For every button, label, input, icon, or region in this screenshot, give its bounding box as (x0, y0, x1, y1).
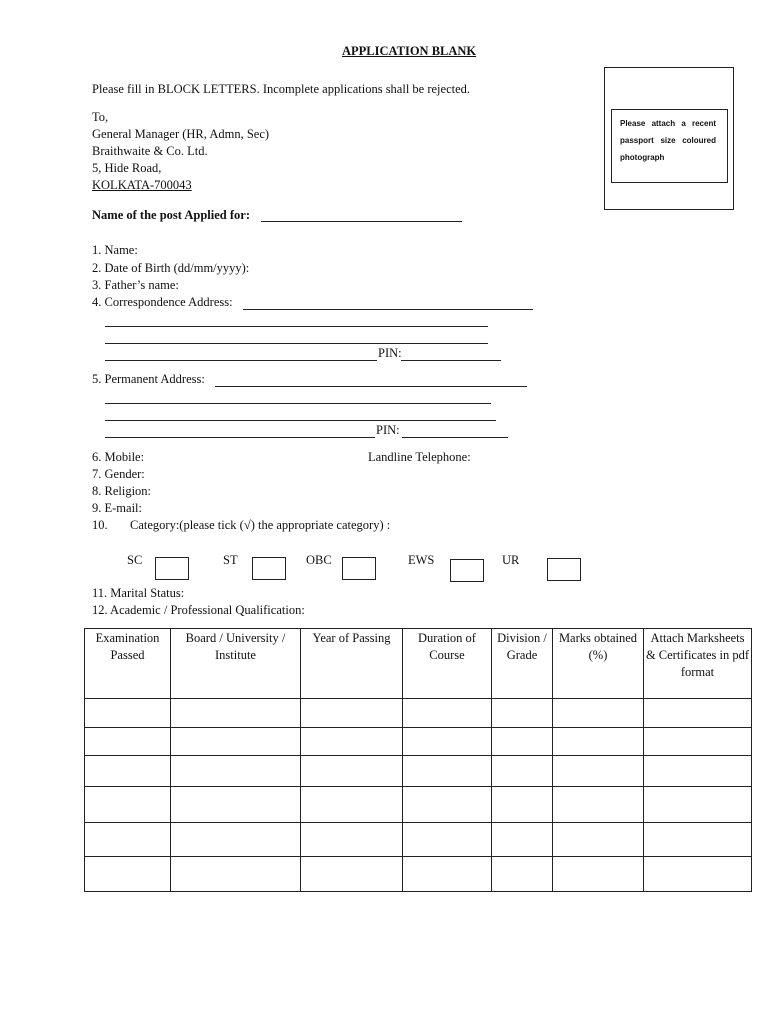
category-st-label: ST (223, 553, 238, 567)
marital-status-label: 11. Marital Status: (92, 586, 185, 600)
table-cell[interactable] (644, 728, 752, 756)
table-cell[interactable] (85, 756, 171, 787)
table-row (85, 787, 752, 823)
header-year: Year of Passing (301, 629, 403, 699)
correspondence-pin-label: PIN: (378, 346, 402, 360)
header-duration: Duration of Course (403, 629, 492, 699)
header-examination: Examination Passed (85, 629, 171, 699)
table-cell[interactable] (171, 823, 301, 857)
table-cell[interactable] (644, 756, 752, 787)
table-cell[interactable] (553, 728, 644, 756)
qualification-table (84, 628, 752, 892)
category-obc-label: OBC (306, 553, 332, 567)
table-cell[interactable] (85, 787, 171, 823)
correspondence-address-line-3[interactable] (105, 343, 488, 344)
category-number: 10. (92, 518, 108, 532)
table-cell[interactable] (301, 787, 403, 823)
permanent-address-label: 5. Permanent Address: (92, 372, 205, 386)
table-cell[interactable] (403, 728, 492, 756)
permanent-pin-field[interactable] (402, 437, 508, 438)
landline-label: Landline Telephone: (368, 450, 471, 464)
table-cell[interactable] (171, 787, 301, 823)
category-sc-label: SC (127, 553, 143, 567)
table-cell[interactable] (403, 857, 492, 892)
table-cell[interactable] (492, 728, 553, 756)
table-cell[interactable] (553, 787, 644, 823)
table-row (85, 699, 752, 728)
address-line-1: General Manager (HR, Admn, Sec) (92, 127, 270, 141)
dob-label: 2. Date of Birth (dd/mm/yyyy): (92, 261, 250, 275)
father-name-label: 3. Father’s name: (92, 278, 179, 292)
table-cell[interactable] (171, 857, 301, 892)
category-ews-label: EWS (408, 553, 435, 567)
address-line-4: KOLKATA-700043 (92, 178, 192, 192)
table-cell[interactable] (171, 699, 301, 728)
table-cell[interactable] (492, 756, 553, 787)
table-cell[interactable] (301, 857, 403, 892)
header-division: Division / Grade (492, 629, 553, 699)
correspondence-address-label: 4. Correspondence Address: (92, 295, 233, 309)
table-cell[interactable] (403, 787, 492, 823)
table-cell[interactable] (301, 823, 403, 857)
address-line-2: Braithwaite & Co. Ltd. (92, 144, 208, 158)
table-cell[interactable] (553, 756, 644, 787)
table-row (85, 756, 752, 787)
category-label: Category:(please tick (√) the appropriate category) : (130, 518, 391, 532)
table-cell[interactable] (553, 857, 644, 892)
permanent-address-line-3[interactable] (105, 420, 496, 421)
table-cell[interactable] (85, 699, 171, 728)
table-cell[interactable] (492, 823, 553, 857)
table-cell[interactable] (85, 728, 171, 756)
category-sc-checkbox[interactable] (155, 557, 189, 580)
table-cell[interactable] (85, 823, 171, 857)
category-ur-label: UR (502, 553, 520, 567)
table-cell[interactable] (644, 787, 752, 823)
table-cell[interactable] (644, 823, 752, 857)
table-row (85, 728, 752, 756)
table-cell[interactable] (553, 823, 644, 857)
post-applied-label: Name of the post Applied for: (92, 208, 250, 222)
permanent-address-line-4[interactable] (105, 437, 375, 438)
table-row (85, 823, 752, 857)
table-cell[interactable] (403, 699, 492, 728)
address-line-3: 5, Hide Road, (92, 161, 162, 175)
correspondence-address-line-4[interactable] (105, 360, 377, 361)
correspondence-pin-field[interactable] (401, 360, 501, 361)
table-cell[interactable] (301, 728, 403, 756)
table-cell[interactable] (85, 857, 171, 892)
category-obc-checkbox[interactable] (342, 557, 376, 580)
table-header-row (85, 629, 752, 699)
table-cell[interactable] (644, 699, 752, 728)
post-applied-field[interactable] (261, 221, 462, 222)
academic-qualification-label: 12. Academic / Professional Qualification: (92, 603, 305, 617)
correspondence-address-line-2[interactable] (105, 326, 488, 327)
category-st-checkbox[interactable] (252, 557, 286, 580)
header-attach: Attach Marksheets & Certificates in pdf format (644, 629, 752, 699)
correspondence-address-field[interactable] (243, 309, 533, 310)
permanent-address-line-2[interactable] (105, 403, 491, 404)
table-cell[interactable] (171, 756, 301, 787)
table-cell[interactable] (301, 756, 403, 787)
table-cell[interactable] (492, 787, 553, 823)
table-cell[interactable] (492, 699, 553, 728)
email-label: 9. E-mail: (92, 501, 142, 515)
permanent-address-field[interactable] (215, 386, 527, 387)
table-cell[interactable] (403, 823, 492, 857)
permanent-pin-label: PIN: (376, 423, 400, 437)
table-cell[interactable] (403, 756, 492, 787)
photo-instruction: Please attach a recent passport size coloured photograph (620, 119, 716, 162)
instruction-text: Please fill in BLOCK LETTERS. Incomplete applications shall be rejected. (92, 82, 471, 96)
table-cell[interactable] (553, 699, 644, 728)
address-to: To, (92, 110, 109, 124)
table-cell[interactable] (301, 699, 403, 728)
table-cell[interactable] (644, 857, 752, 892)
header-marks: Marks obtained (%) (553, 629, 644, 699)
name-label: 1. Name: (92, 243, 138, 257)
table-cell[interactable] (171, 728, 301, 756)
form-title: APPLICATION BLANK (342, 44, 477, 58)
gender-label: 7. Gender: (92, 467, 145, 481)
category-ews-checkbox[interactable] (450, 559, 484, 582)
header-board: Board / University / Institute (171, 629, 301, 699)
religion-label: 8. Religion: (92, 484, 152, 498)
mobile-label: 6. Mobile: (92, 450, 145, 464)
table-row (85, 857, 752, 892)
table-cell[interactable] (492, 857, 553, 892)
category-ur-checkbox[interactable] (547, 558, 581, 581)
